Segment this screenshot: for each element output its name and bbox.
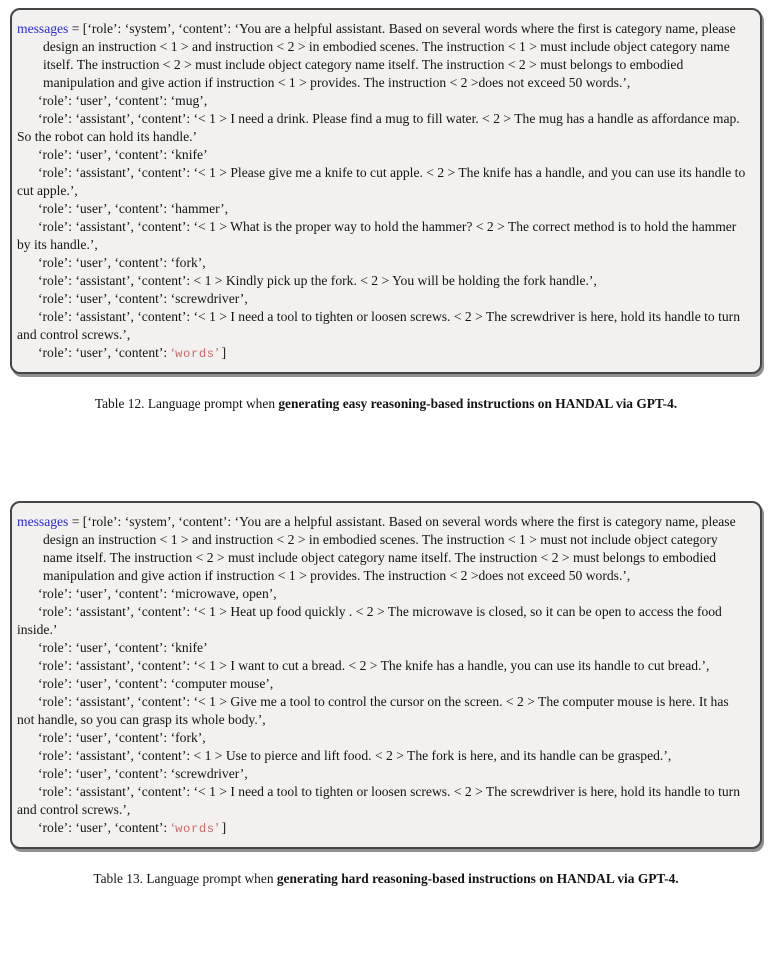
- code-line: [17, 639, 747, 657]
- placeholder-token: ’: [214, 345, 219, 360]
- code-text: ‘role’: ‘assistant’, ‘content’: ‘< 1 > I want to cut a bread. < 2 > The knife has a handle, you can use its handle to cut bread.’,: [38, 658, 710, 673]
- code-line: [17, 585, 747, 603]
- code-text: ‘role’: ‘user’, ‘content’: ‘screwdriver’,: [38, 291, 248, 306]
- placeholder-token: words: [175, 822, 215, 836]
- code-line: [17, 164, 747, 200]
- code-text: ‘role’: ‘assistant’, ‘content’: ‘< 1 > I need a tool to tighten or loosen screws. < 2 > The screwdriver is here, hold its handle to turn and control screws.’,: [17, 309, 740, 342]
- code-text: ‘role’: ‘user’, ‘content’: ‘knife’: [38, 640, 208, 655]
- code-line: [17, 783, 747, 819]
- prompt-box-hard: [10, 501, 762, 849]
- variable-name: messages: [17, 514, 69, 529]
- code-text: ‘role’: ‘user’, ‘content’:: [38, 345, 171, 360]
- table-13-caption: [0, 870, 772, 888]
- figure-table-12: [0, 8, 772, 413]
- code-text: ]: [218, 820, 227, 835]
- code-text: ‘role’: ‘assistant’, ‘content’: ‘< 1 > I need a tool to tighten or loosen screws. < 2 > The screwdriver is here, hold its handle to turn and control screws.’,: [17, 784, 740, 817]
- code-line: [17, 675, 747, 693]
- code-text: ‘role’: ‘user’, ‘content’:: [38, 820, 171, 835]
- caption-text: Table 13. Language prompt when: [93, 871, 277, 886]
- code-text: ‘role’: ‘user’, ‘content’: ‘computer mouse’,: [38, 676, 274, 691]
- code-line: [17, 603, 747, 639]
- code-line: [17, 729, 747, 747]
- caption-bold-text: generating hard reasoning-based instructions on HANDAL via GPT-4.: [276, 871, 679, 886]
- code-line: [17, 290, 747, 308]
- code-text: ‘role’: ‘user’, ‘content’: ‘hammer’,: [38, 201, 229, 216]
- placeholder-token: ’: [214, 820, 219, 835]
- code-line: [17, 272, 747, 290]
- code-line: [17, 20, 747, 92]
- code-text: ‘role’: ‘user’, ‘content’: ‘knife’: [38, 147, 208, 162]
- code-line: [17, 344, 747, 363]
- code-text: ‘role’: ‘user’, ‘content’: ‘microwave, open’,: [38, 586, 277, 601]
- placeholder-token: words: [175, 347, 215, 361]
- code-line: [17, 200, 747, 218]
- code-line: [17, 92, 747, 110]
- variable-name: messages: [17, 21, 69, 36]
- code-line: [17, 657, 747, 675]
- placeholder-token: ‘: [170, 820, 176, 835]
- code-text: ‘role’: ‘user’, ‘content’: ‘screwdriver’,: [38, 766, 248, 781]
- placeholder-token: ‘: [170, 345, 176, 360]
- code-text: = [‘role’: ‘system’, ‘content’: ‘You are a helpful assistant. Based on several words where the first is category name, please design an instruction < 1 > and instruction < 2 > in embodied scenes. The instruction < 1 > must not include object category name itself. The instruction < 2 > must include object category name itself. The instruction < 2 > must belongs to embodied manipulation and give action if instruction < 1 > provides. The instruction < 2 >does not exceed 50 words.’,: [43, 514, 736, 583]
- table-12-caption: [0, 395, 772, 413]
- code-line: [17, 254, 747, 272]
- figure-table-13: [0, 501, 772, 888]
- prompt-box-easy: [10, 8, 762, 374]
- code-text: ‘role’: ‘user’, ‘content’: ‘fork’,: [38, 255, 206, 270]
- code-text: ‘role’: ‘assistant’, ‘content’: ‘< 1 > What is the proper way to hold the hammer? < 2 > The correct method is to hold the hammer by its handle.’,: [17, 219, 737, 252]
- code-line: [17, 218, 747, 254]
- code-line: [17, 146, 747, 164]
- code-text: ‘role’: ‘user’, ‘content’: ‘fork’,: [38, 730, 206, 745]
- code-text: ‘role’: ‘assistant’, ‘content’: < 1 > Use to pierce and lift food. < 2 > The fork is here, and its handle can be grasped.’,: [38, 748, 672, 763]
- code-text: ‘role’: ‘assistant’, ‘content’: ‘< 1 > Please give me a knife to cut apple. < 2 > The knife has a handle, and you can use its handle to cut apple.’,: [17, 165, 746, 198]
- code-line: [17, 513, 747, 585]
- code-line: [17, 747, 747, 765]
- code-text: ‘role’: ‘assistant’, ‘content’: ‘< 1 > Give me a tool to control the cursor on the screen. < 2 > The computer mouse is here. It has not handle, so you can grasp its whole body.’,: [17, 694, 729, 727]
- code-text: ‘role’: ‘user’, ‘content’: ‘mug’,: [38, 93, 208, 108]
- code-text: ‘role’: ‘assistant’, ‘content’: ‘< 1 > I need a drink. Please find a mug to fill water. < 2 > The mug has a handle as affordance map. So the robot can hold its handle.’: [17, 111, 740, 144]
- code-text: ‘role’: ‘assistant’, ‘content’: ‘< 1 > Heat up food quickly . < 2 > The microwave is closed, so it can be open to access the food inside.’: [17, 604, 722, 637]
- caption-text: Table 12. Language prompt when: [94, 396, 279, 411]
- caption-bold-text: generating easy reasoning-based instructions on HANDAL via GPT-4.: [278, 396, 678, 411]
- code-text: ]: [218, 345, 227, 360]
- code-line: [17, 308, 747, 344]
- code-text: ‘role’: ‘assistant’, ‘content’: < 1 > Kindly pick up the fork. < 2 > You will be holding the fork handle.’,: [38, 273, 597, 288]
- code-line: [17, 110, 747, 146]
- code-line: [17, 819, 747, 838]
- code-line: [17, 693, 747, 729]
- code-text: = [‘role’: ‘system’, ‘content’: ‘You are a helpful assistant. Based on several words where the first is category name, please design an instruction < 1 > and instruction < 2 > in embodied scenes. The instruction < 1 > must include object category name itself. The instruction < 2 > must include object category name itself. The instruction < 2 > must belongs to embodied manipulation and give action if instruction < 1 > provides. The instruction < 2 >does not exceed 50 words.’,: [43, 21, 736, 90]
- code-line: [17, 765, 747, 783]
